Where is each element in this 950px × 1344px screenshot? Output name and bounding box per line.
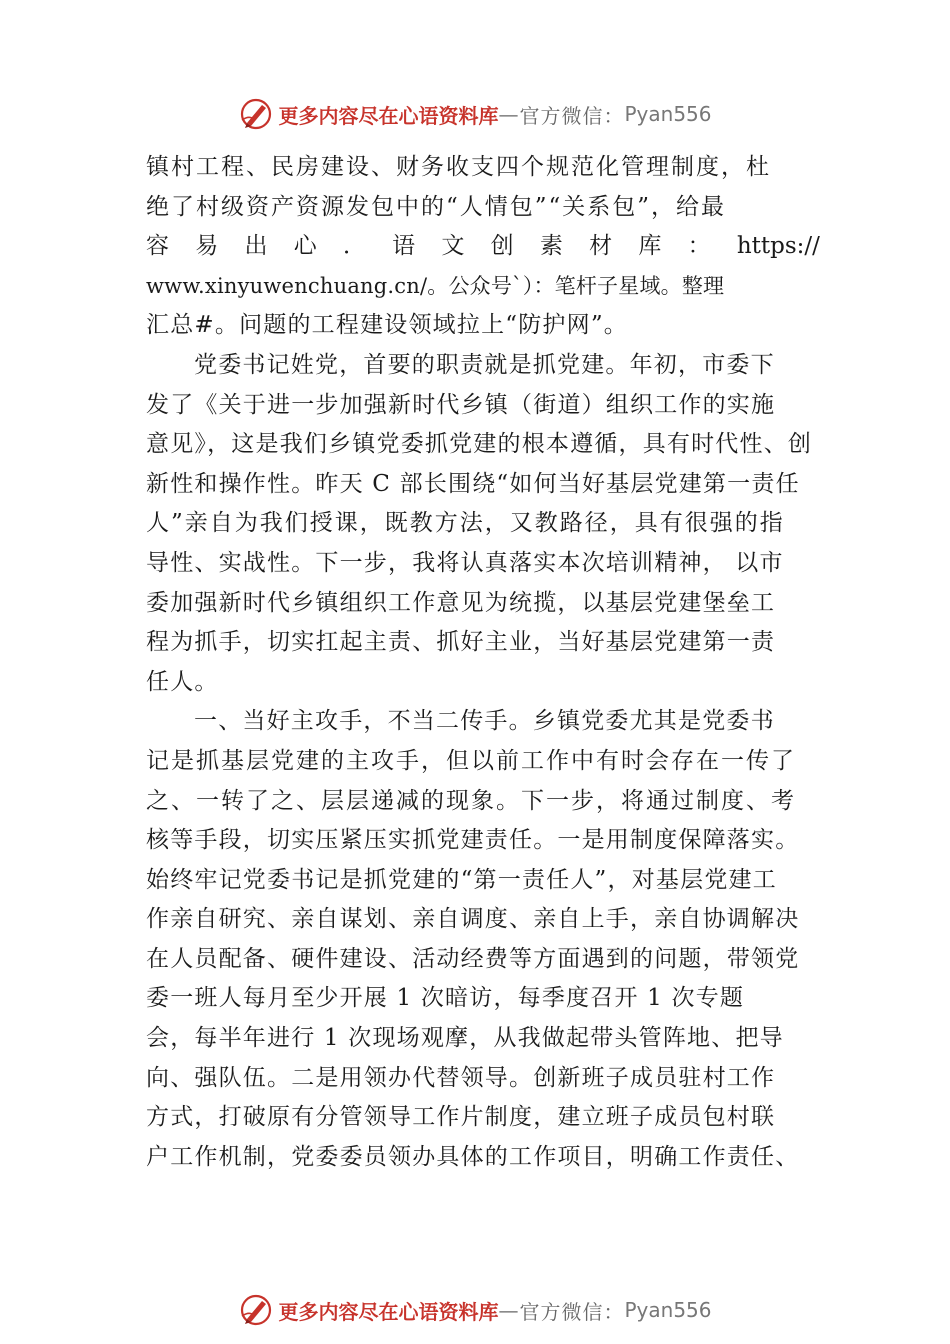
text-line: 意见》，这是我们乡镇党委抓党建的根本遵循，具有时代性、创 xyxy=(146,431,813,458)
pen-logo-icon xyxy=(238,96,274,132)
text-line: 委一班人每月至少开展 1 次暗访，每季度召开 1 次专题 xyxy=(146,985,745,1012)
text-line: 记是抓基层党建的主攻手，但以前工作中有时会存在一传了 xyxy=(146,747,796,774)
header-banner xyxy=(0,94,950,134)
text-line: 任人。 xyxy=(146,668,219,695)
text-line: 人”亲自为我们授课，既教方法，又教路径，具有很强的指 xyxy=(146,510,785,537)
document-body xyxy=(146,148,820,1177)
banner-dash: — xyxy=(498,1298,520,1322)
text-line: 核等手段，切实压紧压实抓党建责任。一是用制度保障落实。 xyxy=(146,827,800,854)
text-line: 会，每半年进行 1 次现场观摩，从我做起带头管阵地、把导 xyxy=(146,1025,784,1052)
text-line: 新性和操作性。昨天 C 部长围绕“如何当好基层党建第一责任 xyxy=(146,470,800,497)
banner-wechat-label: 官方微信： xyxy=(519,103,625,128)
paragraph-start: 党委书记姓党，首要的职责就是抓党建。年初，市委下 xyxy=(194,351,775,378)
text-line: 导性、实战性。下一步，我将认真落实本次培训精神， 以市 xyxy=(146,549,784,576)
banner-site-text: 更多内容尽在心语资料库 xyxy=(278,1299,499,1324)
banner-wechat-id: Pyan556 xyxy=(624,102,712,126)
banner-site-text: 更多内容尽在心语资料库 xyxy=(278,103,499,128)
text-line: 作亲自研究、亲自谋划、亲自调度、亲自上手，亲自协调解决 xyxy=(146,906,800,933)
text-line: 发了《关于进一步加强新时代乡镇（街道）组织工作的实施 xyxy=(146,391,776,418)
text-line: 方式，打破原有分管领导工作片制度，建立班子成员包村联 xyxy=(146,1104,776,1131)
banner-wechat-label: 官方微信： xyxy=(519,1299,625,1324)
text-line: 向、强队伍。二是用领办代替领导。创新班子成员驻村工作 xyxy=(146,1064,776,1091)
banner-dash: — xyxy=(498,102,520,126)
pen-logo-icon xyxy=(238,1292,274,1328)
text-line: 汇总#。问题的工程建设领域拉上“防护网”。 xyxy=(146,312,628,339)
text-line: 绝了村级资产资源发包中的“人情包”“关系包”，给最 xyxy=(146,193,727,220)
text-line: 始终牢记党委书记是抓党建的“第一责任人”，对基层党建工 xyxy=(146,866,777,893)
text-line: www.xinyuwenchuang.cn/。公众号`）：笔杆子星域。整理 xyxy=(146,273,725,298)
text-line: 程为抓手，切实扛起主责、抓好主业，当好基层党建第一责 xyxy=(146,629,776,656)
banner-wechat-id: Pyan556 xyxy=(624,1298,712,1322)
text-line: 在人员配备、硬件建设、活动经费等方面遇到的问题，带领党 xyxy=(146,945,800,972)
paragraph-start: 一、当好主攻手，不当二传手。乡镇党委尤其是党委书 xyxy=(194,708,775,735)
text-line: 委加强新时代乡镇组织工作意见为统揽，以基层党建堡垒工 xyxy=(146,589,776,616)
text-line: 镇村工程、民房建设、财务收支四个规范化管理制度，杜 xyxy=(146,154,771,180)
footer-banner xyxy=(0,1290,950,1330)
text-line-spread: 容 易 出 心 ． 语 文 创 素 材 库 ： https:// xyxy=(146,233,820,260)
text-line: 户工作机制，党委委员领办具体的工作项目，明确工作责任、 xyxy=(146,1143,800,1170)
text-line: 之、一转了之、层层递减的现象。下一步，将通过制度、考 xyxy=(146,787,796,814)
